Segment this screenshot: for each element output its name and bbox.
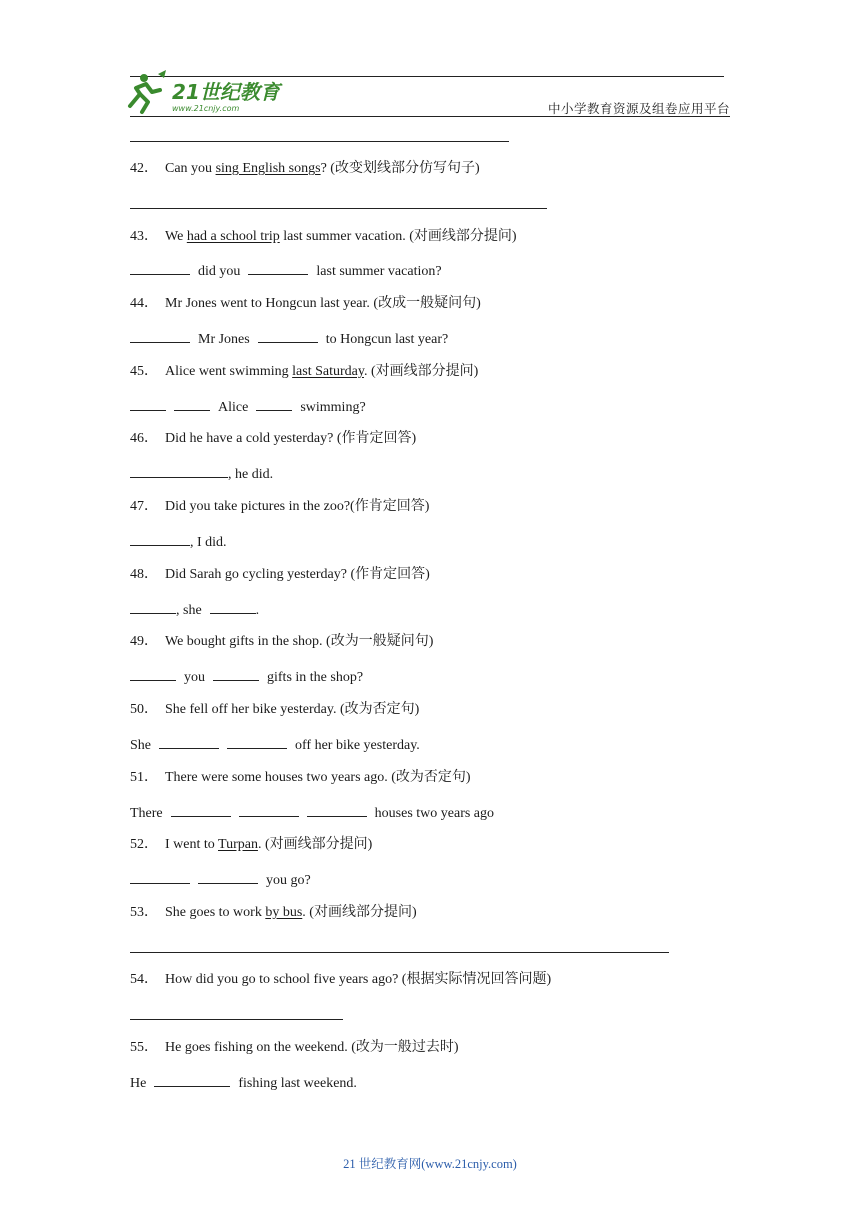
answer-45 bbox=[130, 397, 366, 417]
question-text: There were some houses two years ago. (改为否定句) bbox=[165, 770, 471, 785]
answer-blank[interactable] bbox=[130, 261, 190, 275]
question-text: She fell off her bike yesterday. (改为否定句) bbox=[165, 702, 420, 717]
question-52 bbox=[130, 836, 372, 854]
answer-text: swimming? bbox=[300, 400, 366, 415]
answer-text: She bbox=[130, 738, 151, 753]
question-43 bbox=[130, 228, 517, 246]
answer-text: to Hongcun last year? bbox=[325, 332, 449, 347]
answer-blank[interactable] bbox=[174, 397, 210, 411]
question-text: He goes fishing on the weekend. (改为一般过去时) bbox=[165, 1040, 459, 1055]
answer-line[interactable] bbox=[130, 141, 509, 142]
answer-text: , he did. bbox=[228, 467, 274, 482]
answer-49 bbox=[130, 667, 363, 687]
answer-blank[interactable] bbox=[159, 735, 219, 749]
question-55 bbox=[130, 1039, 459, 1057]
question-51 bbox=[130, 769, 471, 787]
answer-blank[interactable] bbox=[130, 532, 190, 546]
answer-line[interactable] bbox=[130, 952, 669, 953]
underlined-text: by bus bbox=[265, 905, 303, 920]
question-text: Did Sarah go cycling yesterday? (作肯定回答) bbox=[165, 567, 430, 582]
question-number: 42． bbox=[130, 161, 158, 176]
underlined-text: Turpan bbox=[218, 837, 258, 852]
answer-blank[interactable] bbox=[227, 735, 287, 749]
answer-51 bbox=[130, 803, 494, 823]
page-footer: 21 世纪教育网(www.21cnjy.com) bbox=[343, 1157, 517, 1171]
header-bottom-rule bbox=[130, 116, 730, 117]
page-header bbox=[0, 0, 860, 130]
question-42 bbox=[130, 160, 480, 178]
question-text: Did you take pictures in the zoo?(作肯定回答) bbox=[165, 499, 430, 514]
question-49 bbox=[130, 633, 433, 651]
answer-44 bbox=[130, 329, 448, 349]
answer-text: Alice bbox=[218, 400, 249, 415]
question-45 bbox=[130, 363, 478, 381]
answer-text: . bbox=[255, 603, 260, 618]
answer-blank[interactable] bbox=[210, 600, 256, 614]
question-text: . (对画线部分提问) bbox=[257, 837, 373, 852]
answer-blank[interactable] bbox=[248, 261, 308, 275]
question-number: 53． bbox=[130, 905, 158, 920]
question-48 bbox=[130, 566, 430, 584]
question-text: ? (改变划线部分仿写句子) bbox=[320, 161, 480, 176]
question-number: 46． bbox=[130, 431, 158, 446]
question-number: 51． bbox=[130, 770, 158, 785]
answer-text: last summer vacation? bbox=[316, 264, 442, 279]
answer-blank[interactable] bbox=[307, 803, 367, 817]
question-number: 47． bbox=[130, 499, 158, 514]
answer-text: gifts in the shop? bbox=[267, 670, 364, 685]
question-text: Did he have a cold yesterday? (作肯定回答) bbox=[165, 431, 417, 446]
question-text: We bbox=[165, 229, 187, 244]
answer-line[interactable] bbox=[130, 1019, 343, 1020]
question-text: Can you bbox=[165, 161, 216, 176]
question-54 bbox=[130, 971, 551, 989]
answer-46 bbox=[130, 464, 273, 484]
question-text: I went to bbox=[165, 837, 219, 852]
answer-blank[interactable] bbox=[130, 329, 190, 343]
logo-sub-text: www.21cnjy.com bbox=[172, 104, 240, 113]
logo-21cnjy bbox=[122, 66, 292, 116]
answer-text: , I did. bbox=[190, 535, 227, 550]
answer-text: There bbox=[130, 806, 163, 821]
answer-text: He bbox=[130, 1076, 147, 1091]
question-text: Alice went swimming bbox=[165, 364, 293, 379]
answer-blank[interactable] bbox=[198, 870, 258, 884]
question-text: last summer vacation. (对画线部分提问) bbox=[279, 229, 517, 244]
answer-blank[interactable] bbox=[213, 667, 259, 681]
answer-line[interactable] bbox=[130, 208, 547, 209]
underlined-text: last Saturday bbox=[292, 364, 364, 379]
answer-text: did you bbox=[198, 264, 241, 279]
answer-blank[interactable] bbox=[258, 329, 318, 343]
answer-text: , she bbox=[176, 603, 202, 618]
answer-blank[interactable] bbox=[154, 1073, 230, 1087]
answer-blank[interactable] bbox=[130, 397, 166, 411]
answer-text: you go? bbox=[266, 873, 311, 888]
question-text: We bought gifts in the shop. (改为一般疑问句) bbox=[165, 634, 434, 649]
question-number: 50． bbox=[130, 702, 158, 717]
question-text: Mr Jones went to Hongcun last year. (改成一般疑问句) bbox=[165, 296, 481, 311]
question-text: How did you go to school five years ago? (根据实际情况回答问题) bbox=[165, 972, 552, 987]
answer-text: you bbox=[184, 670, 205, 685]
question-number: 52． bbox=[130, 837, 158, 852]
header-platform-text: 中小学教育资源及组卷应用平台 bbox=[547, 101, 730, 116]
question-46 bbox=[130, 430, 416, 448]
logo-main-text: 21世纪教育 bbox=[172, 80, 280, 104]
answer-48 bbox=[130, 600, 259, 620]
answer-blank[interactable] bbox=[239, 803, 299, 817]
question-47 bbox=[130, 498, 429, 516]
answer-blank[interactable] bbox=[130, 667, 176, 681]
answer-blank[interactable] bbox=[130, 870, 190, 884]
answer-blank[interactable] bbox=[256, 397, 292, 411]
answer-text: Mr Jones bbox=[198, 332, 250, 347]
question-text: . (对画线部分提问) bbox=[363, 364, 479, 379]
answer-55 bbox=[130, 1073, 357, 1093]
question-number: 45． bbox=[130, 364, 158, 379]
answer-50 bbox=[130, 735, 420, 755]
answer-blank[interactable] bbox=[130, 600, 176, 614]
answer-text: fishing last weekend. bbox=[238, 1076, 357, 1091]
question-number: 44． bbox=[130, 296, 158, 311]
answer-blank[interactable] bbox=[130, 464, 228, 478]
underlined-text: sing English songs bbox=[215, 161, 321, 176]
answer-text: houses two years ago bbox=[374, 806, 495, 821]
question-number: 55． bbox=[130, 1040, 158, 1055]
question-50 bbox=[130, 701, 419, 719]
runner-icon bbox=[130, 70, 166, 112]
question-number: 54． bbox=[130, 972, 158, 987]
answer-43 bbox=[130, 261, 442, 281]
question-number: 43． bbox=[130, 229, 158, 244]
question-number: 48． bbox=[130, 567, 158, 582]
question-number: 49． bbox=[130, 634, 158, 649]
answer-text: off her bike yesterday. bbox=[295, 738, 420, 753]
answer-47 bbox=[130, 532, 227, 552]
underlined-text: had a school trip bbox=[186, 229, 280, 244]
question-text: . (对画线部分提问) bbox=[302, 905, 417, 920]
question-text: She goes to work bbox=[165, 905, 266, 920]
answer-52 bbox=[130, 870, 311, 890]
question-44 bbox=[130, 295, 481, 313]
question-53 bbox=[130, 904, 417, 922]
answer-blank[interactable] bbox=[171, 803, 231, 817]
